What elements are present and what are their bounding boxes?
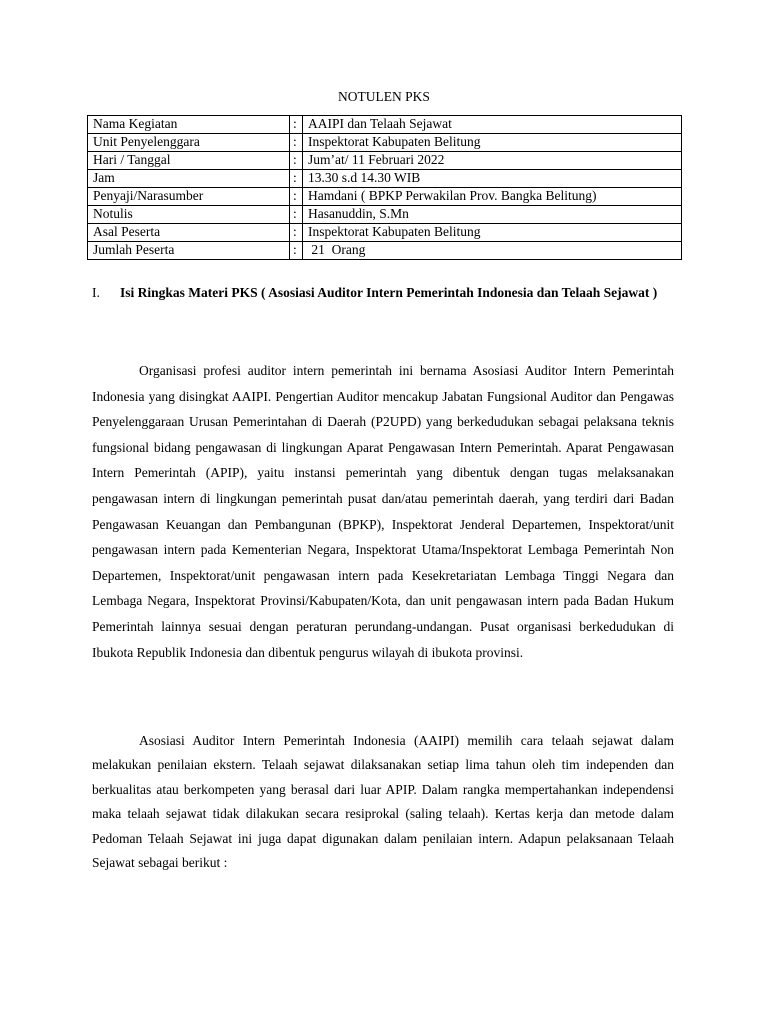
table-row [88, 116, 682, 134]
row-value: Hamdani ( BPKP Perwakilan Prov. Bangka Belitung) [303, 188, 682, 206]
row-separator: : [290, 152, 303, 170]
section-heading: Isi Ringkas Materi PKS ( Asosiasi Auditor Intern Pemerintah Indonesia dan Telaah Sejawat ) [120, 285, 658, 300]
section-heading-block [92, 284, 674, 302]
row-label: Nama Kegiatan [88, 116, 290, 134]
row-label: Hari / Tanggal [88, 152, 290, 170]
paragraph-telaah-sejawat: Asosiasi Auditor Intern Pemerintah Indonesia (AAIPI) memilih cara telaah sejawat dalam melakukan penilaian ekstern. Telaah sejawat dilaksanakan setiap lima tahun oleh tim independen dan berkualitas atau berkompeten yang berasal dari luar APIP. Dalam rangka mempertahankan independensi maka telaah sejawat tidak dilakukan secara resiprokal (saling telaah). Kertas kerja dan metode dalam Pedoman Telaah Sejawat ini juga dapat digunakan dalam penilaian intern. Adapun pelaksanaan Telaah Sejawat sebagai berikut : [92, 733, 674, 871]
document-title: NOTULEN PKS [338, 89, 430, 104]
row-separator: : [290, 170, 303, 188]
row-separator: : [290, 116, 303, 134]
row-value: Inspektorat Kabupaten Belitung [303, 224, 682, 242]
table-row [88, 188, 682, 206]
info-table [87, 115, 682, 260]
table-row [88, 134, 682, 152]
row-label: Asal Peserta [88, 224, 290, 242]
row-value: Hasanuddin, S.Mn [303, 206, 682, 224]
table-row [88, 206, 682, 224]
table-row [88, 152, 682, 170]
table-row [88, 242, 682, 260]
row-value: Jum’at/ 11 Februari 2022 [303, 152, 682, 170]
row-value: AAIPI dan Telaah Sejawat [303, 116, 682, 134]
table-row [88, 170, 682, 188]
table-row [88, 224, 682, 242]
row-value: 13.30 s.d 14.30 WIB [303, 170, 682, 188]
row-label: Unit Penyelenggara [88, 134, 290, 152]
section-number: I. [92, 285, 100, 300]
row-separator: : [290, 134, 303, 152]
row-label: Jumlah Peserta [88, 242, 290, 260]
row-label: Jam [88, 170, 290, 188]
row-separator: : [290, 206, 303, 224]
row-separator: : [290, 242, 303, 260]
row-value: 21 Orang [303, 242, 682, 260]
row-label: Penyaji/Narasumber [88, 188, 290, 206]
paragraph-aaipi-definition: Organisasi profesi auditor intern pemerintah ini bernama Asosiasi Auditor Intern Pemerintah Indonesia yang disingkat AAIPI. Pengertian Auditor mencakup Jabatan Fungsional Auditor dan Pengawas Penyelenggaraan Urusan Pemerintahan di Daerah (P2UPD) yang berkedudukan sebagai pelaksana teknis fungsional bidang pengawasan di lingkungan Aparat Pengawasan Intern Pemerintah. Aparat Pengawasan Intern Pemerintah (APIP), yaitu instansi pemerintah yang dibentuk dengan tugas melaksanakan pengawasan intern di lingkungan pemerintah pusat dan/atau pemerintah daerah, yang terdiri dari Badan Pengawasan Keuangan dan Pembangunan (BPKP), Inspektorat Jenderal Departemen, Inspektorat/unit pengawasan intern pada Kementerian Negara, Inspektorat Utama/Inspektorat Lembaga Pemerintah Non Departemen, Inspektorat/unit pengawasan intern pada Kesekretariatan Lembaga Tinggi Negara dan Lembaga Negara, Inspektorat Provinsi/Kabupaten/Kota, dan unit pengawasan intern pada Badan Hukum Pemerintah lainnya sesuai dengan peraturan perundang-undangan. Pusat organisasi berkedudukan di Ibukota Republik Indonesia dan dibentuk pengurus wilayah di ibukota provinsi. [92, 363, 674, 660]
row-separator: : [290, 188, 303, 206]
row-value: Inspektorat Kabupaten Belitung [303, 134, 682, 152]
row-separator: : [290, 224, 303, 242]
row-label: Notulis [88, 206, 290, 224]
